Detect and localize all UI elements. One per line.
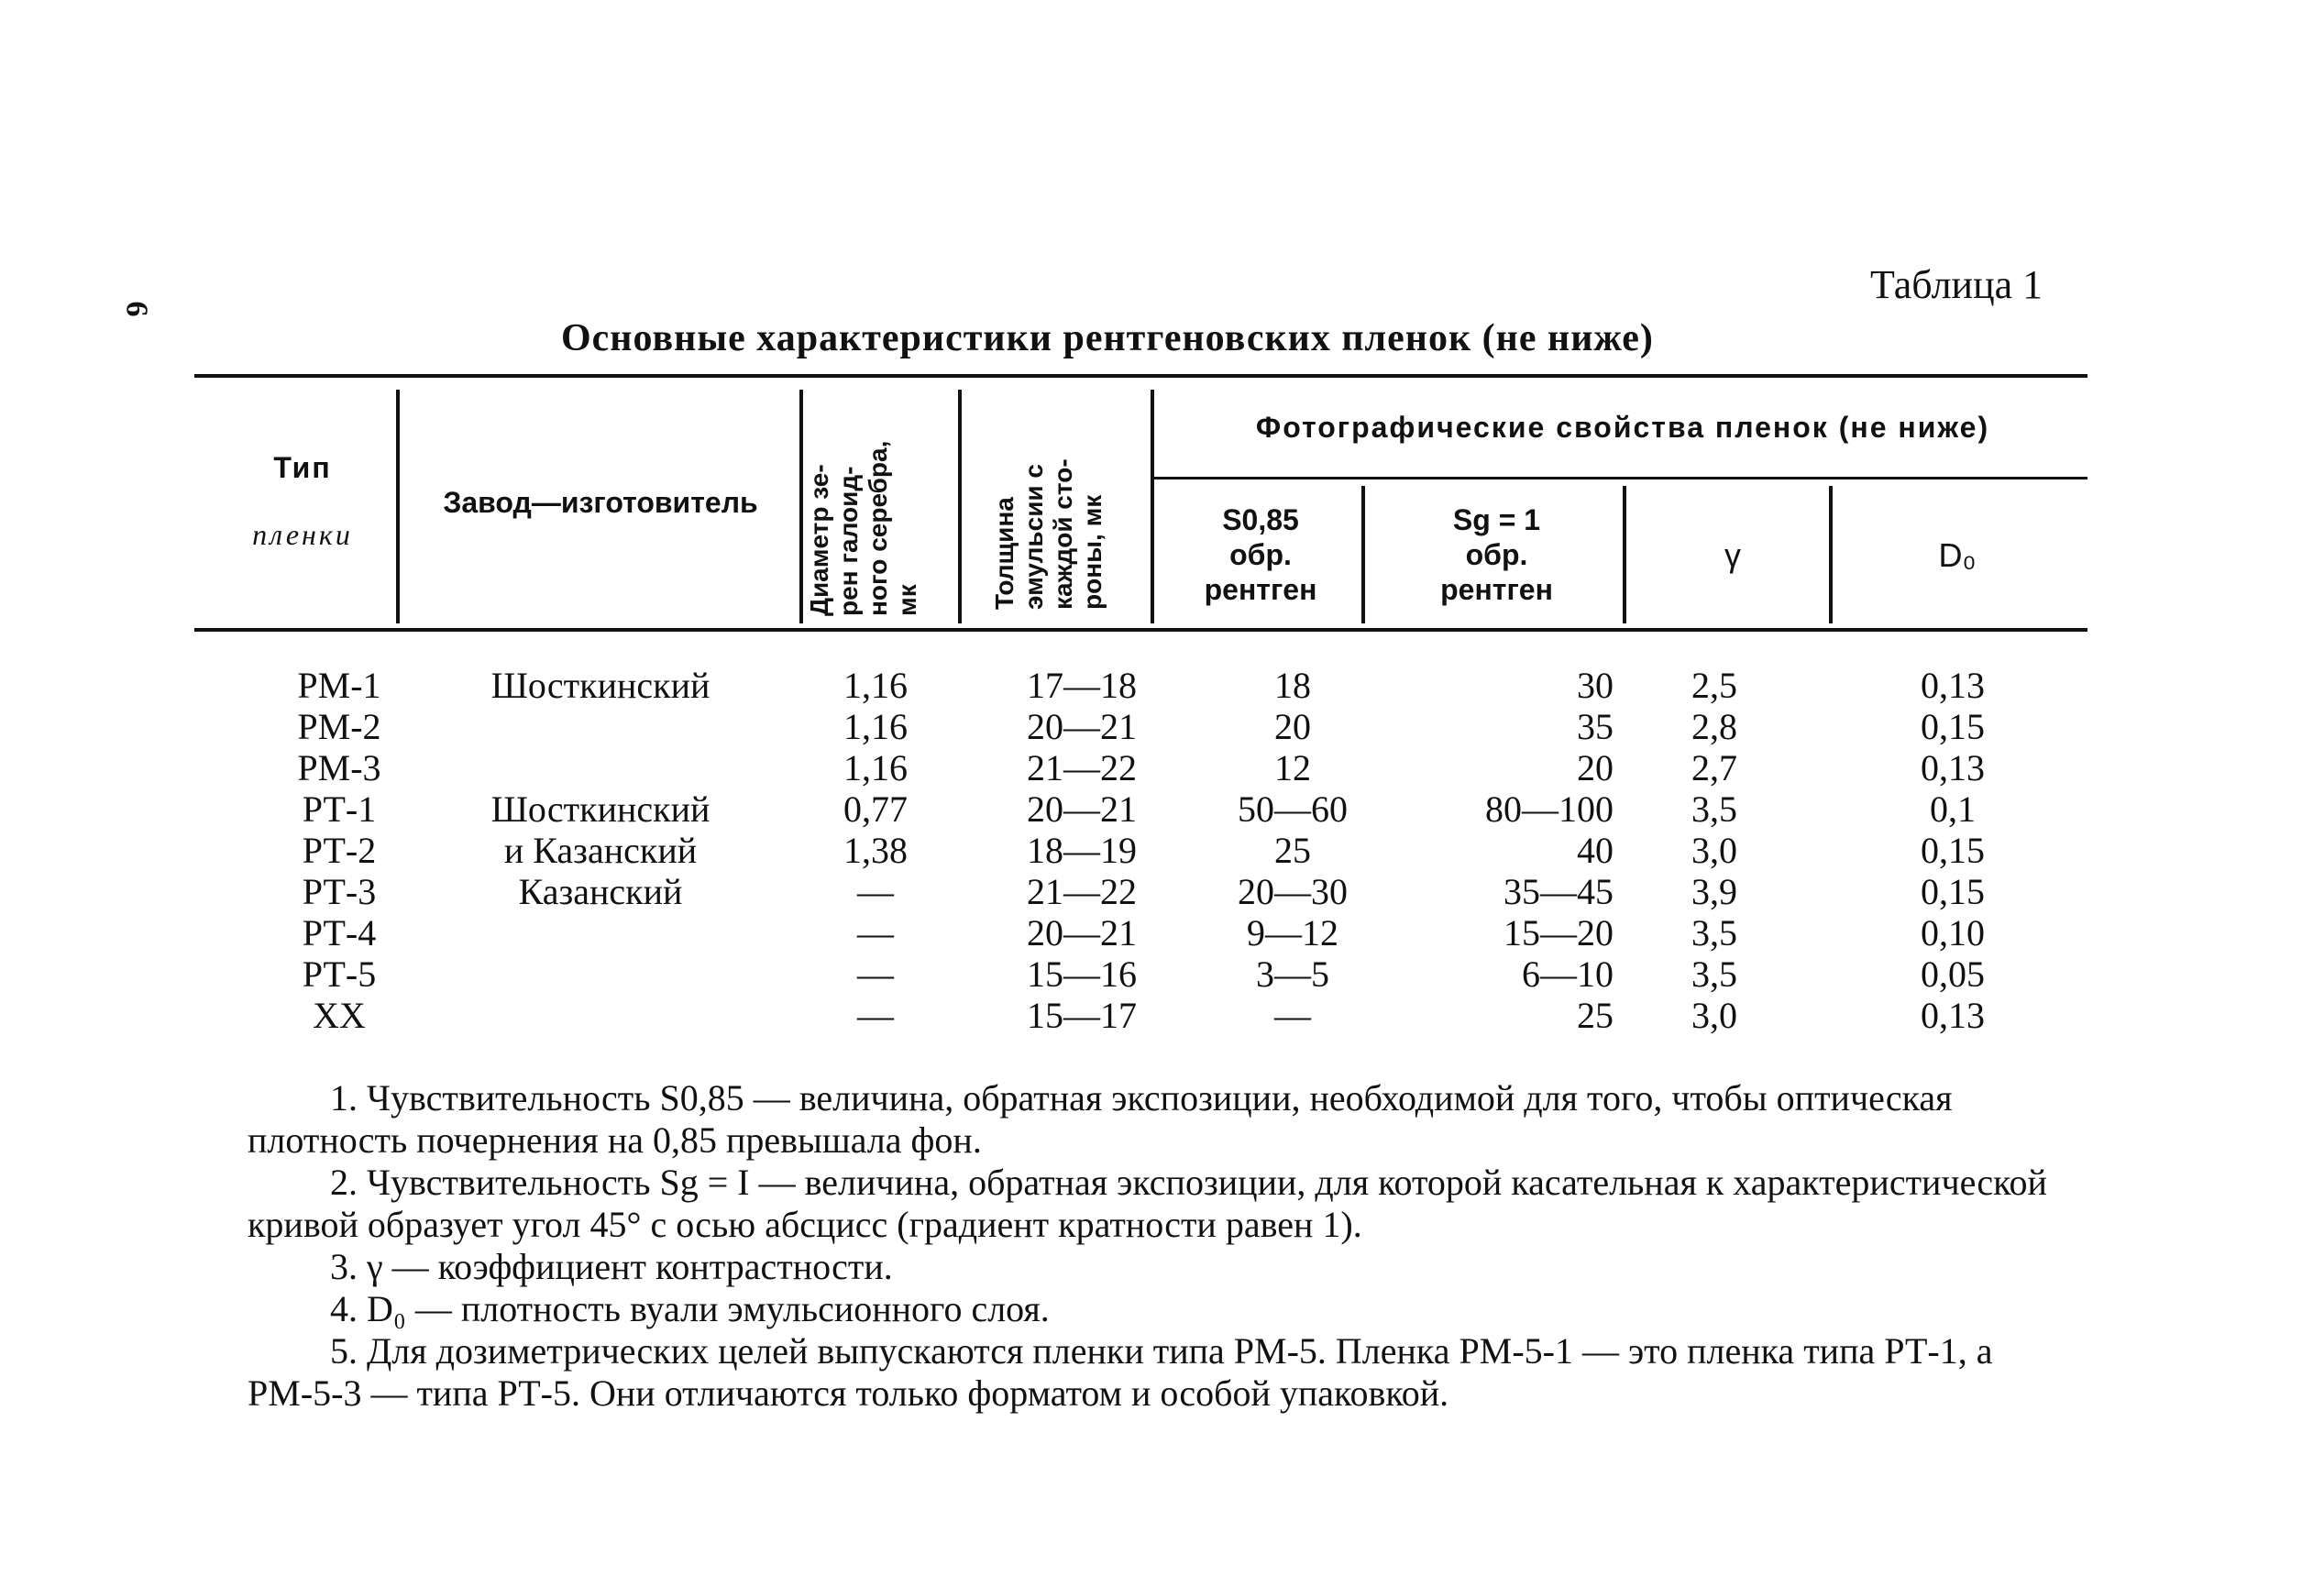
cell-gamma: 2,8 bbox=[1691, 706, 1737, 747]
table-row bbox=[0, 912, 2324, 953]
table-row bbox=[0, 830, 2324, 871]
cell-sg: 30 bbox=[1577, 665, 1614, 706]
cell-sg: 20 bbox=[1577, 747, 1614, 788]
cell-diameter: 1,38 bbox=[843, 830, 908, 871]
cell-s085: 25 bbox=[1274, 830, 1311, 871]
cell-gamma: 3,0 bbox=[1691, 830, 1737, 871]
cell-gamma: 3,9 bbox=[1691, 871, 1737, 912]
cell-diameter: — bbox=[857, 995, 894, 1036]
cell-s085: 3—5 bbox=[1256, 953, 1329, 995]
cell-s085: 50—60 bbox=[1238, 788, 1348, 830]
cell-s085: 9—12 bbox=[1247, 912, 1338, 953]
table-row bbox=[0, 747, 2324, 788]
header-type-sub: пленки bbox=[252, 518, 353, 551]
cell-d0: 0,1 bbox=[1930, 788, 1976, 830]
header-thickness: Толщина эмульсии с каждой сто- роны, мк bbox=[990, 458, 1107, 610]
cell-diameter: — bbox=[857, 912, 894, 953]
notes bbox=[248, 1077, 2054, 1415]
cell-thickness: 20—21 bbox=[1027, 912, 1137, 953]
cell-diameter: 1,16 bbox=[843, 665, 908, 706]
cell-gamma: 3,5 bbox=[1691, 788, 1737, 830]
cell-maker: и Казанский bbox=[503, 830, 698, 871]
cell-maker: Казанский bbox=[518, 871, 683, 912]
cell-sg: 80—100 bbox=[1485, 788, 1614, 830]
cell-diameter: 0,77 bbox=[843, 788, 908, 830]
cell-type: РТ-3 bbox=[302, 871, 377, 912]
cell-d0: 0,13 bbox=[1921, 995, 1985, 1036]
cell-type: XX bbox=[313, 995, 366, 1036]
cell-diameter: 1,16 bbox=[843, 747, 908, 788]
cell-thickness: 18—19 bbox=[1027, 830, 1137, 871]
header-d0: D₀ bbox=[1938, 536, 1977, 574]
cell-gamma: 3,0 bbox=[1691, 995, 1737, 1036]
cell-d0: 0,15 bbox=[1921, 706, 1985, 747]
cell-thickness: 17—18 bbox=[1027, 665, 1137, 706]
cell-s085: 12 bbox=[1274, 747, 1311, 788]
table-row bbox=[0, 953, 2324, 995]
header-s085: S0,85 обр. рентген bbox=[1204, 503, 1317, 606]
column-divider bbox=[799, 390, 803, 623]
cell-s085: 20—30 bbox=[1238, 871, 1348, 912]
cell-d0: 0,15 bbox=[1921, 871, 1985, 912]
header-type: Тип bbox=[273, 451, 332, 484]
header-sg1: Sg = 1 обр. рентген bbox=[1440, 503, 1553, 606]
cell-d0: 0,13 bbox=[1921, 747, 1985, 788]
note-5: 5. Для дозиметрических целей выпускаются пленки типа РМ-5. Пленка РМ-5-1 — это пленка типа РТ-1, а РМ-5-3 — типа РТ-5. Они отличаются только форматом и особой упаковкой. bbox=[248, 1330, 1993, 1414]
table-body bbox=[0, 665, 2324, 1036]
cell-type: РМ-3 bbox=[297, 747, 381, 788]
header-gamma: γ bbox=[1724, 536, 1741, 574]
table-row bbox=[0, 871, 2324, 912]
cell-maker: Шосткинский bbox=[490, 665, 710, 706]
column-divider bbox=[1151, 390, 1154, 623]
cell-sg: 6—10 bbox=[1522, 953, 1614, 995]
header-manufacturer: Завод—изготовитель bbox=[443, 486, 758, 519]
table-top-rule bbox=[194, 374, 2087, 378]
cell-thickness: 15—16 bbox=[1027, 953, 1137, 995]
cell-sg: 15—20 bbox=[1503, 912, 1614, 953]
cell-d0: 0,15 bbox=[1921, 830, 1985, 871]
header-diameter: Диаметр зе- рен галоид- ного серебра, мк bbox=[805, 440, 921, 616]
cell-thickness: 15—17 bbox=[1027, 995, 1137, 1036]
column-divider bbox=[1829, 486, 1833, 623]
cell-maker: Шосткинский bbox=[490, 788, 710, 830]
cell-sg: 40 bbox=[1577, 830, 1614, 871]
cell-sg: 35—45 bbox=[1503, 871, 1614, 912]
note-3: 3. γ — коэффициент контрастности. bbox=[330, 1246, 893, 1287]
cell-sg: 25 bbox=[1577, 995, 1614, 1036]
note-1: 1. Чувствительность S0,85 — величина, обратная экспозиции, необходимой для того, чтобы оптическая плотность почернения на 0,85 превышала фон. bbox=[248, 1077, 1953, 1161]
cell-thickness: 21—22 bbox=[1027, 747, 1137, 788]
cell-type: РТ-2 bbox=[302, 830, 377, 871]
cell-type: РТ-4 bbox=[302, 912, 377, 953]
cell-gamma: 2,7 bbox=[1691, 747, 1737, 788]
cell-sg: 35 bbox=[1577, 706, 1614, 747]
table-title: Основные характеристики рентгеновских пленок (не ниже) bbox=[561, 317, 1654, 359]
column-divider bbox=[396, 390, 400, 623]
table-row bbox=[0, 788, 2324, 830]
table-row bbox=[0, 706, 2324, 747]
cell-thickness: 20—21 bbox=[1027, 788, 1137, 830]
page-number: 6 bbox=[119, 301, 154, 317]
cell-s085: 18 bbox=[1274, 665, 1311, 706]
cell-s085: 20 bbox=[1274, 706, 1311, 747]
header-bottom-rule bbox=[194, 628, 2087, 632]
cell-type: РТ-5 bbox=[302, 953, 377, 995]
column-divider bbox=[958, 390, 962, 623]
table-row bbox=[0, 665, 2324, 706]
cell-d0: 0,13 bbox=[1921, 665, 1985, 706]
cell-gamma: 3,5 bbox=[1691, 953, 1737, 995]
cell-d0: 0,10 bbox=[1921, 912, 1985, 953]
column-divider bbox=[1361, 486, 1365, 623]
column-divider bbox=[1623, 486, 1626, 623]
cell-d0: 0,05 bbox=[1921, 953, 1985, 995]
cell-diameter: 1,16 bbox=[843, 706, 908, 747]
cell-type: РТ-1 bbox=[302, 788, 377, 830]
cell-type: РМ-1 bbox=[297, 665, 381, 706]
header-photo-props: Фотографические свойства пленок (не ниже) bbox=[1255, 411, 1990, 444]
cell-type: РМ-2 bbox=[297, 706, 381, 747]
photo-props-rule bbox=[1153, 477, 2087, 479]
table-row bbox=[0, 995, 2324, 1036]
cell-gamma: 2,5 bbox=[1691, 665, 1737, 706]
cell-diameter: — bbox=[857, 871, 894, 912]
table-label: Таблица 1 bbox=[1870, 262, 2043, 307]
cell-thickness: 21—22 bbox=[1027, 871, 1137, 912]
cell-gamma: 3,5 bbox=[1691, 912, 1737, 953]
note-4: 4. D₀ — плотность вуали эмульсионного слоя. bbox=[330, 1288, 1050, 1329]
cell-diameter: — bbox=[857, 953, 894, 995]
cell-thickness: 20—21 bbox=[1027, 706, 1137, 747]
note-2: 2. Чувствительность Sg = I — величина, обратная экспозиции, для которой касательная к характеристической кривой образует угол 45° с осью абсцисс (градиент кратности равен 1). bbox=[248, 1162, 2047, 1245]
cell-s085: — bbox=[1274, 995, 1311, 1036]
